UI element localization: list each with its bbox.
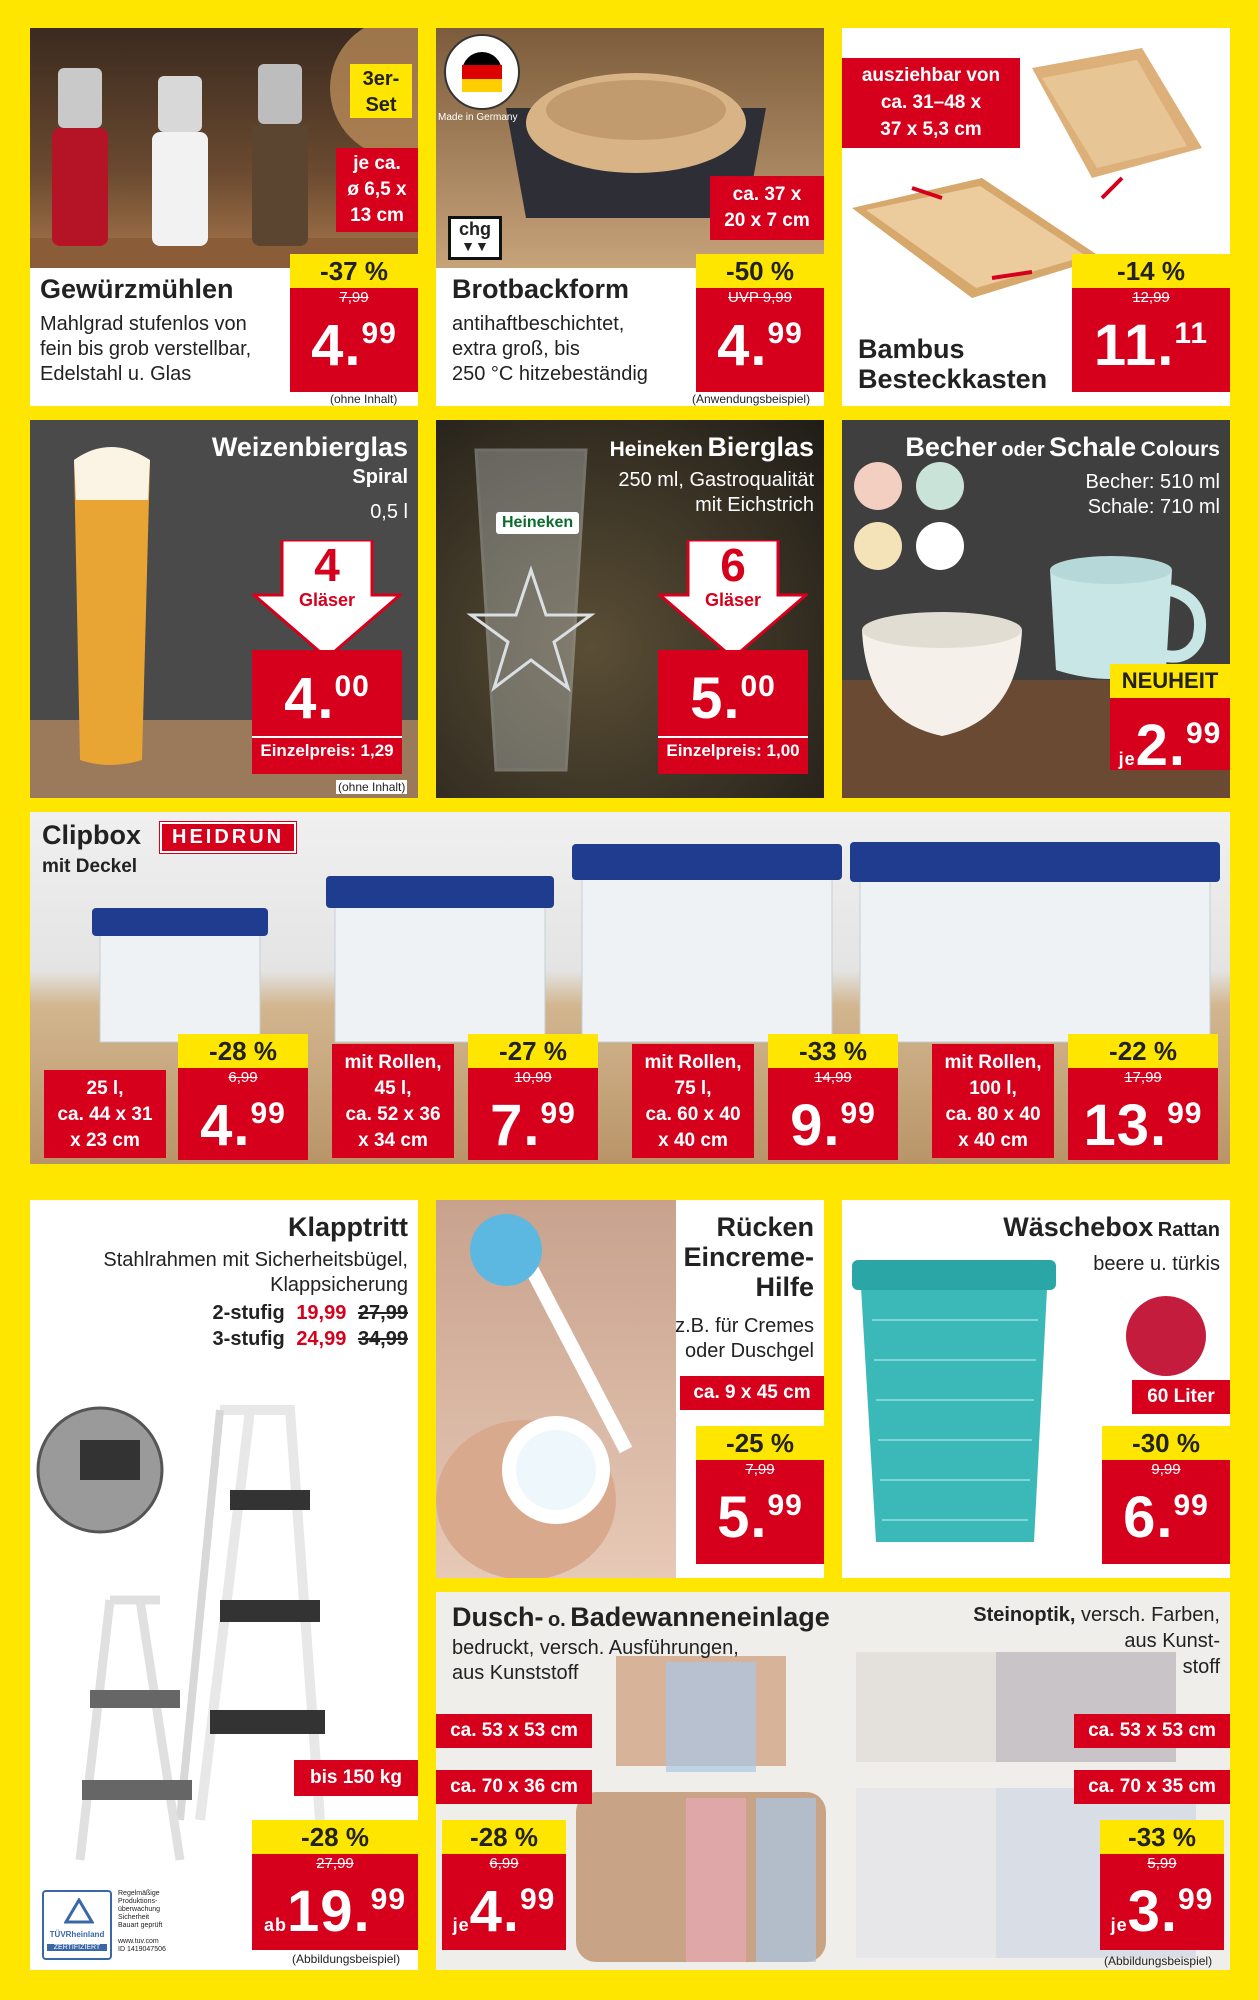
discount-badge: -30 % [1102,1426,1230,1460]
old-price: 6,99 [489,1855,519,1872]
discount-badge: -27 % [468,1034,598,1068]
product-title: Gewürzmühlen [40,274,234,304]
size-label-right-2: ca. 70 x 35 cm [1074,1770,1230,1804]
price-box-left [442,1820,566,1950]
heineken-logo: Heineken [496,512,579,534]
product-image-lotion-applicator [436,1200,676,1578]
price-box [1072,254,1230,392]
price: je4.99 [452,1879,556,1944]
discount-badge: -37 % [290,254,418,288]
price-box [1102,1426,1230,1564]
product-description: Mahlgrad stufenlos von fein bis grob verstellbar, Edelstahl u. Glas [40,313,252,385]
discount-badge: -14 % [1072,254,1230,288]
product-subtitle: Spiral [352,466,408,488]
product-title: Rücken Eincreme- Hilfe [683,1212,814,1302]
footnote: (ohne Inhalt) [338,780,406,794]
price: 5.99 [717,1485,803,1550]
price: 6.99 [1123,1485,1209,1550]
discount-badge: -28 % [252,1820,418,1854]
product-title: Heineken Bierglas [609,432,814,462]
price: ab19.99 [263,1879,407,1944]
size-label: ca. 37 x 20 x 7 cm [710,176,824,240]
price-box [252,1820,418,1950]
product-description: 250 ml, Gastroqualität mit Eichstrich [618,469,814,516]
clipbox-size-45l: mit Rollen, 45 l, ca. 52 x 36 x 34 cm [332,1044,454,1158]
clipbox-price-25l [178,1034,308,1160]
seal-text: Made in Germany [438,112,518,123]
product-title: Wäschebox Rattan [1003,1212,1220,1242]
old-price: 6,99 [228,1069,258,1086]
stone-look-text: Steinoptik, versch. Farben, aus Kunst- stoff [973,1604,1220,1678]
product-description: antihaftbeschichtet, extra groß, bis 250 °C hitzebeständig [452,313,648,385]
old-price: 17,99 [1124,1069,1162,1086]
color-swatch-berry [1126,1296,1206,1376]
old-price: UVP 9,99 [728,289,792,306]
product-title: Clipbox [42,820,141,850]
offer-wheat-beer-glass[interactable] [30,420,418,798]
product-title: Klapptritt [288,1212,408,1242]
size-label-left-1: ca. 53 x 53 cm [436,1714,592,1748]
price: 9.99 [790,1093,876,1158]
price: 11.11 [1093,313,1209,378]
clipbox-price-45l [468,1034,598,1160]
price: 13.99 [1083,1093,1203,1158]
price: 5.00 [690,666,776,731]
old-price: 12,99 [1132,289,1170,306]
discount-badge: -25 % [696,1426,824,1460]
clipbox-size-75l: mit Rollen, 75 l, ca. 60 x 40 x 40 cm [632,1044,754,1158]
product-description: Becher: 510 ml Schale: 710 ml [1085,471,1220,518]
product-description: beere u. türkis [1093,1253,1220,1275]
price-box [290,254,418,392]
old-price: 5,99 [1147,1855,1177,1872]
price-box [1110,698,1230,778]
product-description: z.B. für Cremes oder Duschgel [675,1315,814,1362]
discount-badge: -33 % [1100,1820,1224,1854]
footnote: (Abbildungsbeispiel) [1104,1954,1213,1968]
price: 4.99 [311,313,397,378]
price: 4.00 [284,666,370,731]
single-price: Einzelpreis: 1,00 [658,736,808,764]
offer-bamboo-cutlery-tray[interactable] [842,28,1230,406]
clipbox-price-75l [768,1034,898,1160]
price-box [696,1426,824,1564]
offer-heineken-glass[interactable] [436,420,824,798]
product-image-laundry-basket [842,1250,1082,1570]
brand-logo: chg ▼▼ [448,216,502,260]
load-label: bis 150 kg [294,1760,418,1796]
size-label: ausziehbar von ca. 31–48 x 37 x 5,3 cm [842,58,1020,148]
size-label: je ca. ø 6,5 x 13 cm [336,148,418,232]
product-title: Dusch- o. Badewanneneinlage [452,1602,830,1632]
new-badge: NEUHEIT [1110,664,1230,698]
discount-badge: -33 % [768,1034,898,1068]
offer-spice-mills[interactable] [30,28,418,406]
footnote: (Anwendungsbeispiel) [692,392,811,406]
offer-clipbox[interactable] [30,812,1230,1164]
tuv-triangle-icon [64,1898,94,1924]
price: 7.99 [490,1093,576,1158]
old-price: 9,99 [1151,1461,1181,1478]
tuv-cert: ZERTIFIZIERT [47,1944,107,1951]
offer-mug-or-bowl[interactable] [842,420,1230,798]
product-title: Bambus Besteckkasten [858,334,1048,394]
tuv-brand: TÜVRheinland [49,1930,105,1939]
volume-label: 60 Liter [1132,1380,1230,1414]
price: je3.99 [1110,1879,1214,1944]
size-label-right-1: ca. 53 x 53 cm [1074,1714,1230,1748]
price-box [696,254,824,392]
variant-3-step: 3-stufig 24,99 34,99 [212,1328,408,1350]
product-title: Brotbackform [452,274,630,304]
discount-badge: -22 % [1068,1034,1218,1068]
product-description: bedruckt, versch. Ausführungen, aus Kunststoff [452,1637,739,1684]
footnote: (ohne Inhalt) [330,392,398,406]
old-price: 27,99 [316,1855,354,1872]
clipbox-size-25l: 25 l, ca. 44 x 31 x 23 cm [44,1070,166,1158]
clipbox-price-100l [1068,1034,1218,1160]
offer-shower-mat[interactable] [436,1592,1230,1970]
old-price: 7,99 [745,1461,775,1478]
old-price: 10,99 [514,1069,552,1086]
glass-count: 6 [720,539,746,591]
glass-unit: Gläser [298,590,356,610]
discount-badge: -28 % [178,1034,308,1068]
offer-laundry-basket[interactable] [842,1200,1230,1578]
product-title: Becher oder Schale Colours [905,432,1220,462]
single-price: Einzelpreis: 1,29 [252,736,402,764]
size-label-left-2: ca. 70 x 36 cm [436,1770,592,1804]
old-price: 7,99 [339,289,369,306]
product-description: Stahlrahmen mit Sicherheitsbügel, Klappsicherung [103,1249,408,1296]
old-price: 14,99 [814,1069,852,1086]
price: 4.99 [200,1093,286,1158]
set-badge: 3er- Set [350,64,412,118]
size-label: ca. 9 x 45 cm [680,1376,824,1410]
price: 4.99 [717,313,803,378]
price-box [658,650,808,774]
price-box-right [1100,1820,1224,1950]
offer-back-lotion-applicator[interactable] [436,1200,824,1578]
footnote: (Abbildungsbeispiel) [292,1952,401,1966]
offer-step-ladder[interactable] [30,1200,418,1970]
made-in-germany-seal [444,34,520,110]
product-title: Weizenbierglas [211,432,408,462]
product-image-step-ladder [30,1400,418,1870]
brand-logo: HEIDRUN [160,822,296,853]
variant-2-step: 2-stufig 19,99 27,99 [212,1302,408,1324]
offer-bread-pan[interactable] [436,28,824,406]
glass-unit: Gläser [704,590,762,610]
glass-count: 4 [314,539,340,591]
discount-badge: -50 % [696,254,824,288]
tuv-certification: TÜVRheinland ZERTIFIZIERT Regelmäßige Produktions- überwachung Sicherheit Bauart geprüft www.tuv.com ID 1419047506 [42,1890,232,1960]
clipbox-size-100l: mit Rollen, 100 l, ca. 80 x 40 x 40 cm [932,1044,1054,1158]
price-box [252,650,402,774]
price: je2.99 [1118,713,1222,778]
product-subtitle: mit Deckel [42,856,138,877]
volume: 0,5 l [370,501,408,523]
discount-badge: -28 % [442,1820,566,1854]
